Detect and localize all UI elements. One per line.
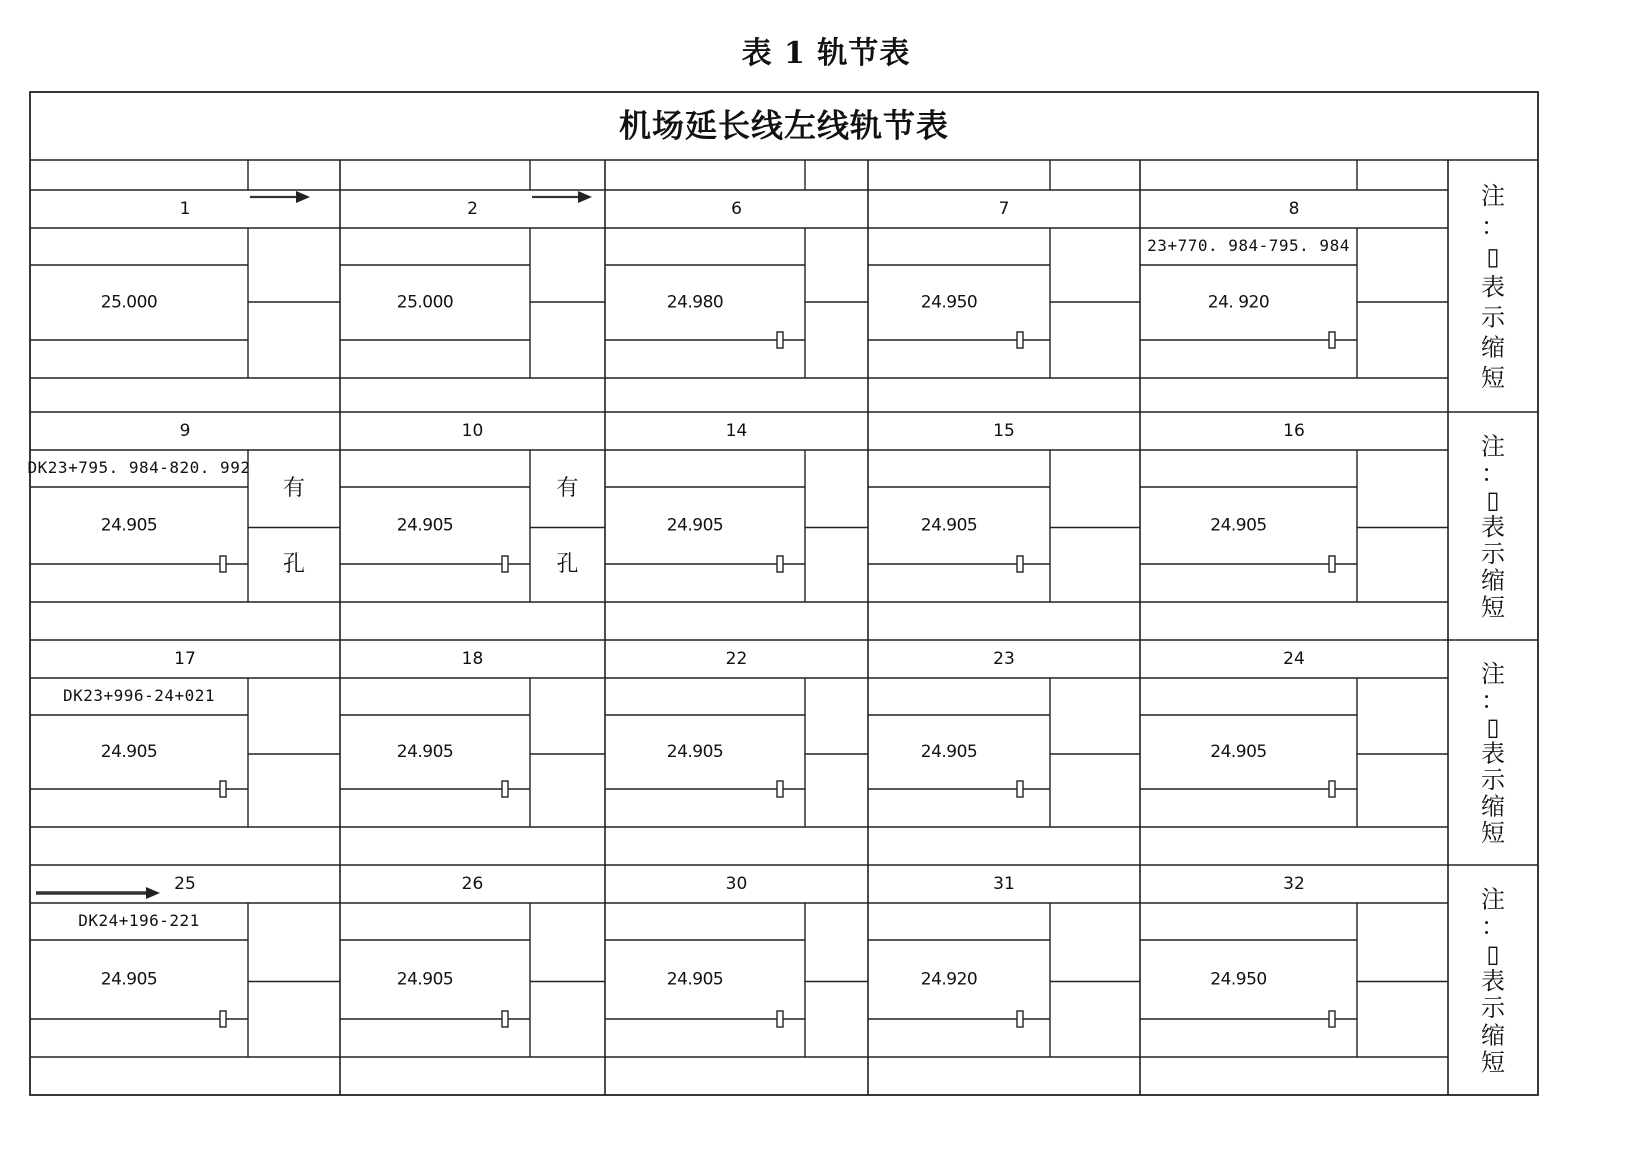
short-rail-marker bbox=[777, 781, 783, 797]
direction-arrow-head bbox=[578, 191, 592, 203]
hole-label: 孔 bbox=[556, 551, 579, 577]
short-rail-marker bbox=[502, 1011, 508, 1027]
segment-number: 9 bbox=[179, 421, 191, 441]
segment-length: 24.905 bbox=[396, 515, 454, 536]
short-rail-marker bbox=[1329, 556, 1335, 572]
segment-number: 24 bbox=[1283, 649, 1305, 669]
short-rail-marker bbox=[502, 556, 508, 572]
segment-length: 24.950 bbox=[1210, 969, 1267, 990]
segment-number: 14 bbox=[725, 421, 748, 441]
note-char: ▯ bbox=[1486, 242, 1500, 271]
segment-number: 16 bbox=[1283, 421, 1305, 441]
short-rail-marker bbox=[1017, 556, 1023, 572]
segment-length: 24.950 bbox=[920, 292, 978, 313]
note-char: 示 bbox=[1481, 303, 1505, 332]
segment-length: 24.905 bbox=[666, 515, 724, 536]
segment-length: 24.905 bbox=[100, 515, 158, 536]
segment-length: 24.905 bbox=[1210, 742, 1267, 762]
short-rail-marker bbox=[220, 781, 226, 797]
segment-number: 6 bbox=[731, 199, 742, 219]
short-rail-marker bbox=[1329, 1011, 1335, 1027]
segment-number: 25 bbox=[174, 874, 196, 894]
table-title: 机场延长线左线轨节表 bbox=[618, 106, 950, 145]
note-char: 短 bbox=[1481, 363, 1505, 392]
note-char: 缩 bbox=[1481, 333, 1505, 362]
segment-number: 15 bbox=[993, 421, 1015, 441]
segment-length: 24. 920 bbox=[1207, 292, 1270, 313]
segment-length: 24.905 bbox=[666, 969, 724, 990]
short-rail-marker bbox=[777, 1011, 783, 1027]
short-rail-marker bbox=[1017, 781, 1023, 797]
segment-number: 1 bbox=[179, 199, 191, 219]
note-char: 短 bbox=[1481, 818, 1505, 847]
note-char: 注 bbox=[1481, 660, 1505, 689]
note-char: 短 bbox=[1481, 593, 1505, 622]
note-char: ▯ bbox=[1486, 939, 1500, 968]
note-char: ▯ bbox=[1486, 713, 1500, 742]
segment-length: 24.920 bbox=[920, 969, 978, 990]
note-char: 示 bbox=[1481, 539, 1505, 568]
segment-length: 24.905 bbox=[666, 742, 724, 762]
note-char: 缩 bbox=[1481, 566, 1505, 595]
stake-range: DK24+196-221 bbox=[78, 911, 200, 930]
stake-range: DK23+996-24+021 bbox=[63, 686, 215, 705]
stake-range: 23+770. 984-795. 984 bbox=[1147, 236, 1350, 255]
segment-number: 32 bbox=[1283, 874, 1305, 894]
segment-length: 25.000 bbox=[100, 292, 158, 313]
note-char: 示 bbox=[1481, 994, 1505, 1023]
segment-number: 26 bbox=[461, 874, 484, 894]
segment-number: 2 bbox=[467, 199, 478, 219]
note-char: ： bbox=[1481, 459, 1505, 488]
short-rail-marker bbox=[1329, 332, 1335, 348]
segment-length: 24.905 bbox=[396, 742, 454, 762]
note-char: ： bbox=[1481, 912, 1505, 941]
stake-range: DK23+795. 984-820. 992 bbox=[27, 458, 251, 477]
segment-number: 18 bbox=[461, 649, 484, 669]
segment-length: 24.905 bbox=[396, 969, 454, 990]
short-rail-marker bbox=[1017, 332, 1023, 348]
segment-number: 22 bbox=[725, 649, 748, 669]
segment-length: 25.000 bbox=[396, 292, 454, 313]
short-rail-marker bbox=[1329, 781, 1335, 797]
segment-length: 24.905 bbox=[100, 742, 158, 762]
direction-arrow-head bbox=[146, 887, 160, 899]
note-char: 表 bbox=[1481, 739, 1505, 768]
note-char: 短 bbox=[1481, 1048, 1505, 1077]
hole-label: 有 bbox=[282, 475, 306, 501]
short-rail-marker bbox=[220, 556, 226, 572]
note-char: 缩 bbox=[1481, 792, 1505, 821]
note-char: 表 bbox=[1481, 273, 1505, 301]
note-char: 缩 bbox=[1481, 1021, 1505, 1050]
short-rail-marker bbox=[220, 1011, 226, 1027]
note-char: ： bbox=[1481, 686, 1505, 715]
short-rail-marker bbox=[1017, 1011, 1023, 1027]
segment-number: 30 bbox=[725, 874, 748, 894]
hole-label: 孔 bbox=[282, 551, 306, 577]
segment-number: 8 bbox=[1288, 199, 1300, 219]
segment-number: 31 bbox=[993, 874, 1015, 894]
segment-length: 24.905 bbox=[1210, 515, 1267, 536]
note-char: 注 bbox=[1481, 182, 1505, 211]
segment-length: 24.980 bbox=[666, 292, 724, 313]
direction-arrow-head bbox=[296, 191, 310, 203]
note-char: 注 bbox=[1481, 432, 1505, 461]
table-caption: 表 1 轨节表 bbox=[741, 36, 911, 71]
segment-number: 23 bbox=[993, 649, 1015, 669]
segment-number: 17 bbox=[174, 649, 196, 669]
segment-length: 24.905 bbox=[920, 515, 978, 536]
short-rail-marker bbox=[777, 556, 783, 572]
short-rail-marker bbox=[777, 332, 783, 348]
note-char: ： bbox=[1481, 212, 1505, 241]
note-char: 表 bbox=[1481, 513, 1505, 541]
segment-number: 7 bbox=[998, 199, 1010, 219]
segment-length: 24.905 bbox=[100, 969, 158, 990]
note-char: 注 bbox=[1481, 885, 1505, 914]
note-char: 示 bbox=[1481, 765, 1505, 794]
segment-length: 24.905 bbox=[920, 742, 978, 762]
short-rail-marker bbox=[502, 781, 508, 797]
hole-label: 有 bbox=[556, 475, 579, 501]
segment-number: 10 bbox=[461, 421, 484, 441]
note-char: ▯ bbox=[1486, 486, 1500, 515]
note-char: 表 bbox=[1481, 967, 1505, 995]
